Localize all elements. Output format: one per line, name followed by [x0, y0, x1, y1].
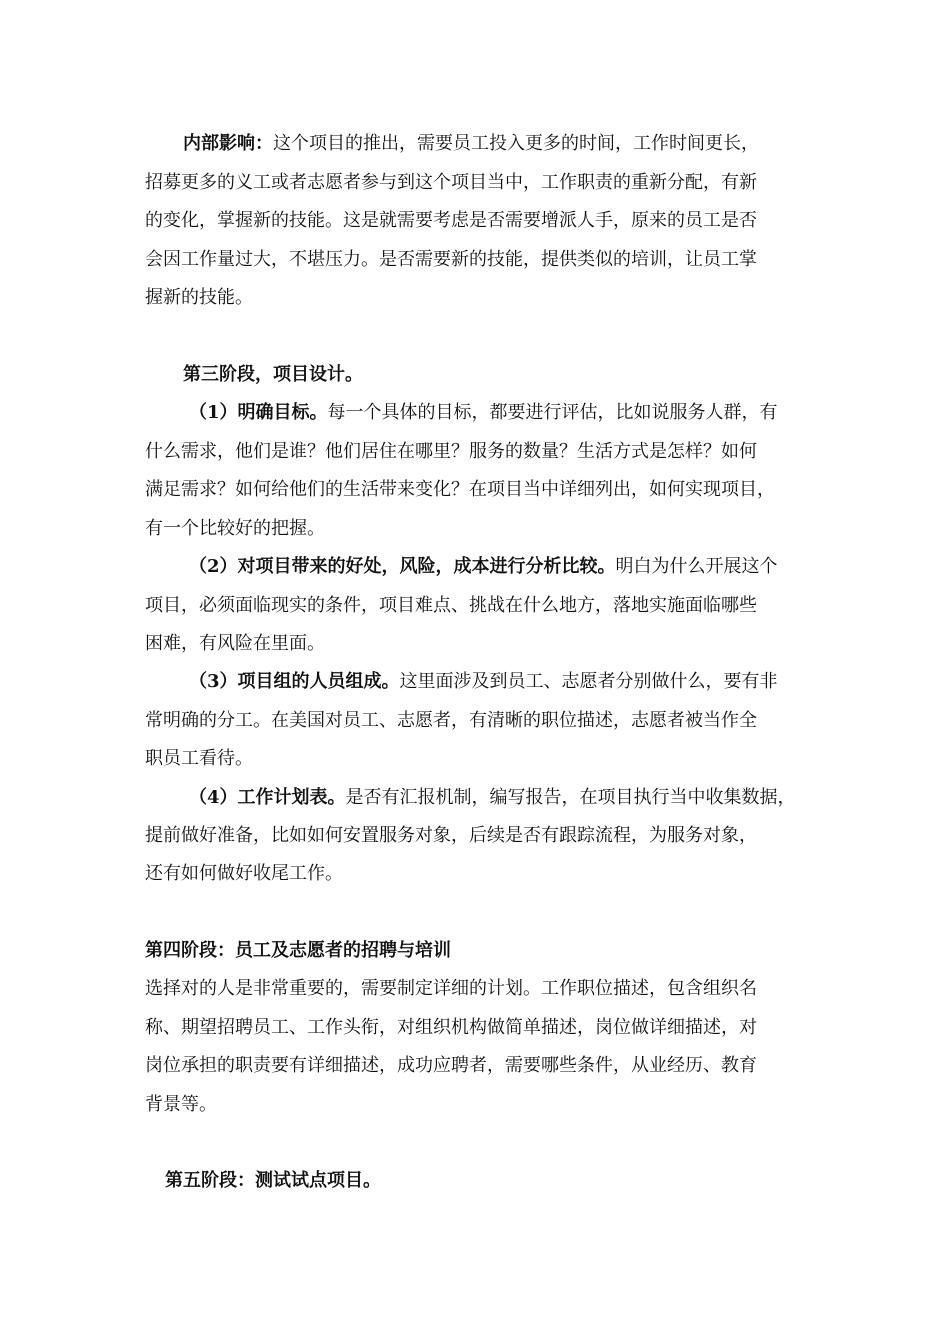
text-run: 明白为什么开展这个	[615, 556, 778, 577]
stage-3-item-4-line-1	[189, 786, 825, 810]
stage-3-item-1-line-3: 满足需求？如何给他们的生活带来变化？在项目当中详细列出，如何实现项目，	[145, 479, 775, 500]
stage-3-heading: 第三阶段，项目设计。	[183, 364, 363, 385]
item-1-label: （1）明确目标。	[189, 402, 328, 423]
stage-3-item-3-line-1	[189, 670, 825, 694]
paragraph-internal-impact-line-5: 握新的技能。	[145, 287, 253, 308]
stage-3-item-2-line-2: 项目，必须面临现实的条件，项目难点、挑战在什么地方，落地实施面临哪些	[145, 595, 757, 616]
stage-3-item-1-line-1	[189, 401, 825, 425]
stage-4-line-1: 选择对的人是非常重要的，需要制定详细的计划。工作职位描述，包含组织名	[145, 978, 757, 999]
text-run: 是否有汇报机制，编写报告，在项目执行当中收集数据，	[345, 787, 796, 808]
stage-4-line-2: 称、期望招聘员工、工作头衔，对组织机构做简单描述，岗位做详细描述，对	[145, 1017, 757, 1038]
item-2-label: （2）对项目带来的好处，风险，成本进行分析比较。	[189, 556, 616, 577]
stage-3-item-4-line-2: 提前做好准备，比如如何安置服务对象，后续是否有跟踪流程，为服务对象，	[145, 825, 757, 846]
item-3-label: （3）项目组的人员组成。	[189, 671, 400, 692]
stage-3-item-3-line-2: 常明确的分工。在美国对员工、志愿者，有清晰的职位描述，志愿者被当作全	[145, 710, 757, 731]
stage-3-item-2-line-1	[189, 555, 825, 579]
stage-4-line-3: 岗位承担的职责要有详细描述，成功应聘者，需要哪些条件，从业经历、教育	[145, 1055, 757, 1076]
stage-3-item-3-line-3: 职员工看待。	[145, 748, 253, 769]
text-run: 这个项目的推出，需要员工投入更多的时间，工作时间更长，	[273, 133, 759, 154]
internal-impact-label: 内部影响：	[183, 133, 273, 154]
stage-3-item-1-line-4: 有一个比较好的把握。	[145, 518, 325, 539]
paragraph-internal-impact-line-2: 招募更多的义工或者志愿者参与到这个项目当中，工作职责的重新分配，有新	[145, 172, 757, 193]
paragraph-internal-impact-line-4: 会因工作量过大，不堪压力。是否需要新的技能，提供类似的培训，让员工掌	[145, 249, 757, 270]
stage-5-heading: 第五阶段：测试试点项目。	[165, 1170, 381, 1191]
text-run: 每一个具体的目标，都要进行评估，比如说服务人群，有	[327, 402, 778, 423]
stage-4-line-4: 背景等。	[145, 1094, 217, 1115]
stage-3-item-1-line-2: 什么需求，他们是谁？他们居住在哪里？服务的数量？生活方式是怎样？如何	[145, 441, 757, 462]
stage-4-heading: 第四阶段：员工及志愿者的招聘与培训	[145, 940, 451, 961]
stage-3-item-4-line-3: 还有如何做好收尾工作。	[145, 863, 343, 884]
stage-3-item-2-line-3: 困难，有风险在里面。	[145, 633, 325, 654]
text-run: 这里面涉及到员工、志愿者分别做什么，要有非	[399, 671, 778, 692]
paragraph-internal-impact-line-3: 的变化，掌握新的技能。这是就需要考虑是否需要增派人手，原来的员工是否	[145, 210, 757, 231]
item-4-label: （4）工作计划表。	[189, 787, 346, 808]
paragraph-internal-impact-line-1	[183, 132, 825, 156]
